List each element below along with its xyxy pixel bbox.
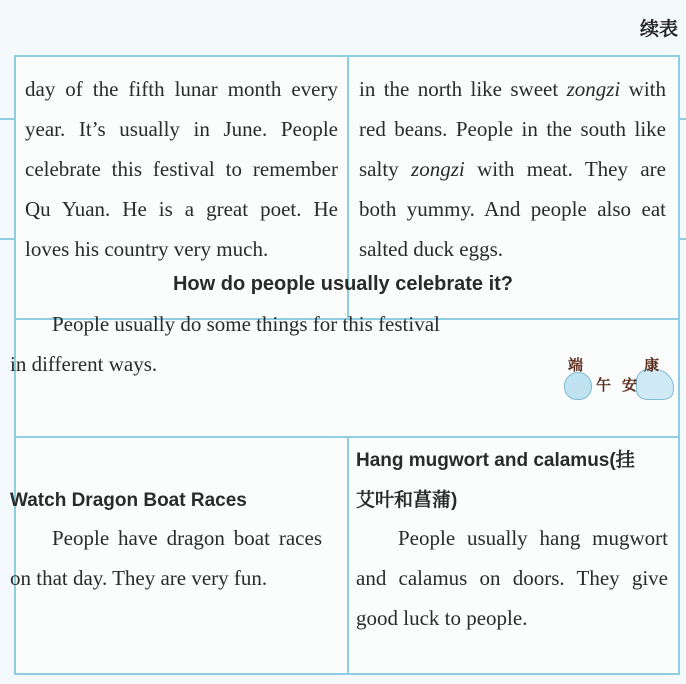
mugwort-title: Hang mugwort and calamus(挂 艾叶和菖蒲): [356, 450, 635, 511]
stamp-char-2: 午: [596, 376, 612, 394]
mugwort-body: People usually hang mugwort and calamus on doors. They give good luck to people.: [356, 526, 668, 630]
dragon-boat-title: Watch Dragon Boat Races: [10, 490, 247, 511]
celebrate-body-line2: in different ways.: [10, 352, 158, 376]
duanwu-ankang-stamp: [538, 354, 676, 406]
stamp-char-3: 安: [622, 376, 638, 394]
stamp-char-4: 康: [644, 356, 660, 374]
intro-right-text: in the north like sweet zongzi with red beans. People in the south like salty zongzi with meat. They are both yummy. And people also eat salted duck eggs.: [359, 77, 666, 261]
dragon-boat-body: People have dragon boat races on that day. They are very fun.: [10, 526, 322, 590]
section-heading: How do people usually celebrate it?: [172, 273, 514, 295]
intro-left-text: day of the fifth lunar month every year. It’s usually in June. People celebrate this festival to remember Qu Yuan. He is a great poet. He loves his country very much.: [25, 77, 338, 261]
continued-table-label: 续表: [639, 18, 678, 40]
stamp-char-1: 端: [568, 356, 584, 374]
celebrate-body-line1: People usually do some things for this festival: [52, 312, 440, 336]
zongzi-icon: [564, 372, 592, 400]
